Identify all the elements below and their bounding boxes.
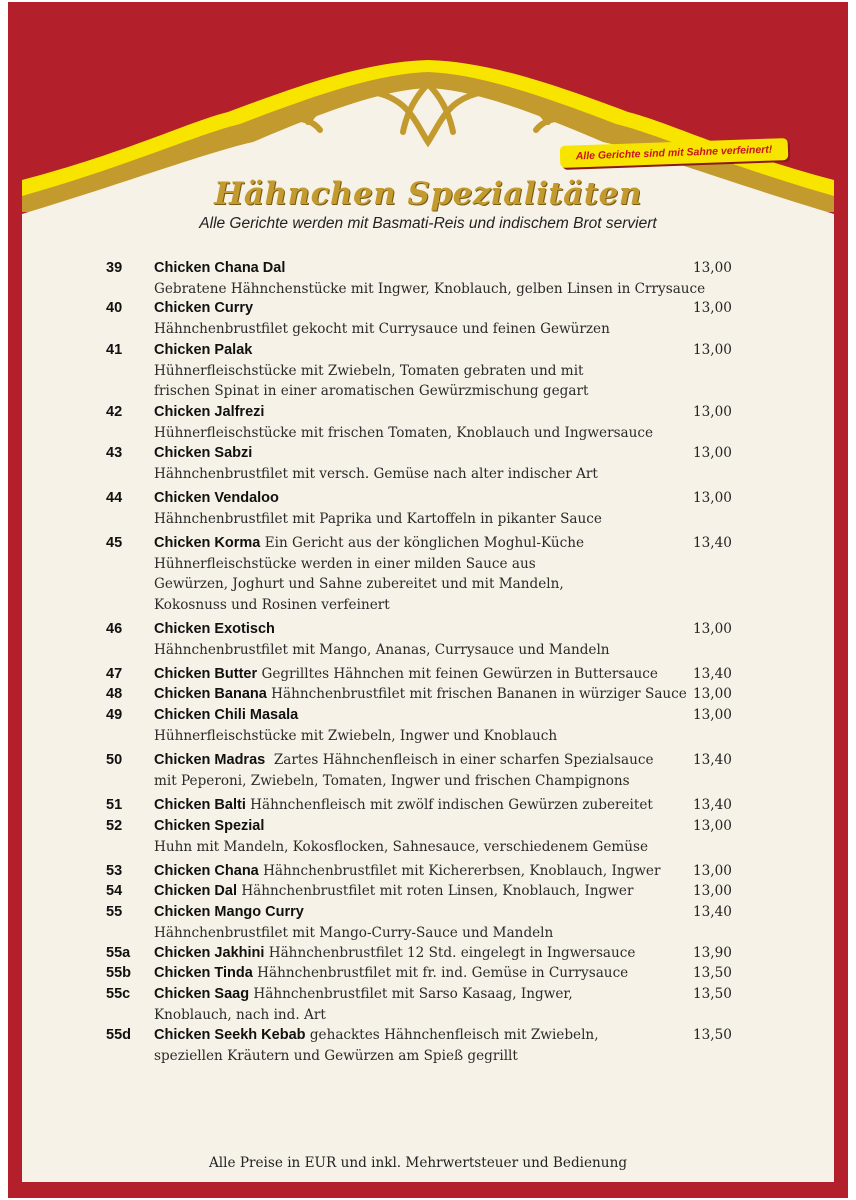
item-name: Chicken Spezial <box>154 818 265 834</box>
item-number: 52 <box>106 818 123 834</box>
item-body <box>154 963 700 984</box>
item-price: 13,00 <box>693 260 732 276</box>
item-number: 42 <box>106 404 123 420</box>
item-first-line <box>154 943 700 964</box>
item-number: 55 <box>106 904 123 920</box>
item-name: Chicken Seekh Kebab <box>154 1027 306 1043</box>
item-price: 13,00 <box>693 707 732 723</box>
item-price: 13,00 <box>693 621 732 637</box>
item-first-line <box>154 795 700 816</box>
item-body <box>154 619 700 660</box>
item-name: Chicken Jalfrezi <box>154 404 265 420</box>
item-price: 13,50 <box>693 965 732 981</box>
item-body <box>154 533 700 615</box>
item-first-line <box>154 984 700 1005</box>
item-description-line: Hühnerfleischstücke mit Zwiebeln, Ingwer und Knoblauch <box>154 727 558 744</box>
item-inline-description: Hähnchenbrustfilet mit frischen Bananen in würziger Sauce <box>266 686 687 702</box>
item-number: 53 <box>106 863 123 879</box>
item-description-line: Huhn mit Mandeln, Kokosflocken, Sahnesauce, verschiedenem Gemüse <box>154 838 649 855</box>
item-inline-description: Hähnchenbrustfilet mit Sarso Kasaag, Ingwer, <box>249 986 573 1002</box>
item-body <box>154 750 700 791</box>
item-body <box>154 1025 700 1066</box>
item-name: Chicken Balti <box>154 797 246 813</box>
item-body <box>154 298 700 339</box>
item-name: Chicken Tinda <box>154 965 253 981</box>
item-first-line <box>154 1025 700 1046</box>
item-name: Chicken Palak <box>154 342 253 358</box>
item-description-line: Hähnchenbrustfilet mit Paprika und Kartoffeln in pikanter Sauce <box>154 510 602 527</box>
item-inline-description: Gegrilltes Hähnchen mit feinen Gewürzen in Buttersauce <box>257 666 658 682</box>
item-first-line <box>154 816 700 837</box>
item-description-line: Hühnerfleischstücke mit Zwiebeln, Tomaten gebraten und mit <box>154 362 584 379</box>
item-inline-description: Hähnchenbrustfilet mit roten Linsen, Knoblauch, Ingwer <box>237 883 634 899</box>
item-description-line: Hähnchenbrustfilet mit Mango-Curry-Sauce und Mandeln <box>154 924 554 941</box>
item-number: 55a <box>106 945 131 961</box>
item-price: 13,00 <box>693 883 732 899</box>
item-price: 13,40 <box>693 535 732 551</box>
item-first-line <box>154 705 700 726</box>
item-name: Chicken Butter <box>154 666 258 682</box>
footer-note: Alle Preise in EUR und inkl. Mehrwertsteuer und Bedienung <box>208 1155 628 1171</box>
item-price: 13,00 <box>693 445 732 461</box>
item-description-line: Kokosnuss und Rosinen verfeinert <box>154 596 390 613</box>
item-description-line: mit Peperoni, Zwiebeln, Tomaten, Ingwer und frischen Champignons <box>154 772 630 789</box>
item-first-line <box>154 902 700 923</box>
item-name: Chicken Chana <box>154 863 259 879</box>
item-body <box>154 684 700 705</box>
item-number: 55d <box>106 1027 131 1043</box>
item-number: 40 <box>106 300 123 316</box>
item-name: Chicken Jakhini <box>154 945 265 961</box>
item-body <box>154 443 700 484</box>
item-first-line <box>154 861 700 882</box>
item-description-line: Gewürzen, Joghurt und Sahne zubereitet und mit Mandeln, <box>154 576 564 592</box>
item-price: 13,00 <box>693 300 732 316</box>
item-description-line: Hühnerfleischstücke werden in einer milden Sauce aus <box>154 555 536 572</box>
item-name: Chicken Curry <box>154 300 254 316</box>
item-body <box>154 861 700 882</box>
item-first-line <box>154 684 700 705</box>
item-number: 46 <box>106 621 123 637</box>
item-description-line: Knoblauch, nach ind. Art <box>154 1006 326 1023</box>
item-price: 13,40 <box>693 752 732 768</box>
item-price: 13,00 <box>693 686 732 702</box>
item-number: 55c <box>106 986 131 1002</box>
item-name: Chicken Mango Curry <box>154 904 304 920</box>
item-body <box>154 258 706 299</box>
item-body <box>154 943 700 964</box>
sahne-badge: Alle Gerichte sind mit Sahne verfeinert! <box>560 138 789 168</box>
page-subtitle: Alle Gerichte werden mit Basmati-Reis und indischem Brot serviert <box>199 215 657 232</box>
item-first-line <box>154 619 700 640</box>
item-name: Chicken Dal <box>154 883 237 899</box>
item-first-line <box>154 533 700 554</box>
item-first-line <box>154 664 700 685</box>
item-first-line <box>154 963 700 984</box>
item-price: 13,50 <box>693 1027 732 1043</box>
item-body <box>154 402 700 443</box>
item-body <box>154 488 700 529</box>
item-body <box>154 881 700 902</box>
item-price: 13,00 <box>693 863 732 879</box>
item-body <box>154 705 700 746</box>
item-name: Chicken Sabzi <box>154 445 253 461</box>
item-description-line: Hühnerfleischstücke mit frischen Tomaten, Knoblauch und Ingwersauce <box>154 424 654 441</box>
item-name: Chicken Vendaloo <box>154 490 279 506</box>
item-first-line <box>154 340 700 361</box>
item-price: 13,50 <box>693 986 732 1002</box>
item-description-line: Hähnchenbrustfilet mit Mango, Ananas, Currysauce und Mandeln <box>154 641 610 658</box>
item-first-line <box>154 488 700 509</box>
item-body <box>154 984 700 1025</box>
item-name: Chicken Saag <box>154 986 250 1002</box>
item-description-line: Hähnchenbrustfilet mit versch. Gemüse nach alter indischer Art <box>154 465 598 482</box>
item-name: Chicken Exotisch <box>154 621 275 637</box>
item-inline-description: Zartes Hähnchenfleisch in einer scharfen Spezialsauce <box>265 752 654 768</box>
item-number: 44 <box>106 490 123 506</box>
item-description-line: speziellen Kräutern und Gewürzen am Spieß gegrillt <box>154 1047 518 1064</box>
item-description-line: Hähnchenbrustfilet gekocht mit Currysauce und feinen Gewürzen <box>154 320 610 337</box>
item-body <box>154 902 700 943</box>
item-inline-description: gehacktes Hähnchenfleisch mit Zwiebeln, <box>305 1027 599 1043</box>
item-number: 55b <box>106 965 131 981</box>
item-name: Chicken Chili Masala <box>154 707 299 723</box>
item-number: 54 <box>106 883 123 899</box>
item-body <box>154 664 700 685</box>
item-number: 50 <box>106 752 123 768</box>
item-first-line <box>154 750 700 771</box>
item-name: Chicken Madras <box>154 752 266 768</box>
item-number: 39 <box>106 260 123 276</box>
item-price: 13,40 <box>693 797 732 813</box>
item-body <box>154 340 700 402</box>
item-number: 47 <box>106 666 123 682</box>
item-price: 13,40 <box>693 666 732 682</box>
item-price: 13,00 <box>693 490 732 506</box>
item-description-line: frischen Spinat in einer aromatischen Gewürzmischung gegart <box>154 383 589 399</box>
item-inline-description: Hähnchenbrustfilet mit fr. ind. Gemüse in Currysauce <box>252 965 629 981</box>
item-number: 49 <box>106 707 123 723</box>
item-number: 41 <box>106 342 123 358</box>
page-title: Hähnchen Spezialitäten <box>214 176 642 212</box>
menu-page <box>8 2 848 1198</box>
item-body <box>154 795 700 816</box>
item-price: 13,90 <box>693 945 732 961</box>
item-number: 45 <box>106 535 123 551</box>
item-first-line <box>154 881 700 902</box>
item-first-line <box>154 402 700 423</box>
item-description-line: Gebratene Hähnchenstücke mit Ingwer, Knoblauch, gelben Linsen in Crrysauce <box>154 280 706 297</box>
item-name: Chicken Banana <box>154 686 267 702</box>
item-number: 51 <box>106 797 123 813</box>
item-inline-description: Hähnchenbrustfilet mit Kichererbsen, Knoblauch, Ingwer <box>258 863 661 879</box>
item-price: 13,00 <box>693 342 732 358</box>
item-number: 48 <box>106 686 123 702</box>
item-number: 43 <box>106 445 123 461</box>
item-name: Chicken Korma <box>154 535 261 551</box>
item-name: Chicken Chana Dal <box>154 260 286 276</box>
item-price: 13,00 <box>693 404 732 420</box>
item-inline-description: Ein Gericht aus der köngliche​n Moghul-Küche <box>260 535 585 551</box>
item-body <box>154 816 700 857</box>
item-first-line <box>154 298 700 319</box>
item-inline-description: Hähnchenbrustfilet 12 Std. eingelegt in Ingwersauce <box>264 945 636 961</box>
item-price: 13,00 <box>693 818 732 834</box>
item-first-line <box>154 258 700 279</box>
item-price: 13,40 <box>693 904 732 920</box>
item-inline-description: Hähnchenfleisch mit zwölf indischen Gewürzen zubereitet <box>245 797 653 813</box>
item-first-line <box>154 443 700 464</box>
